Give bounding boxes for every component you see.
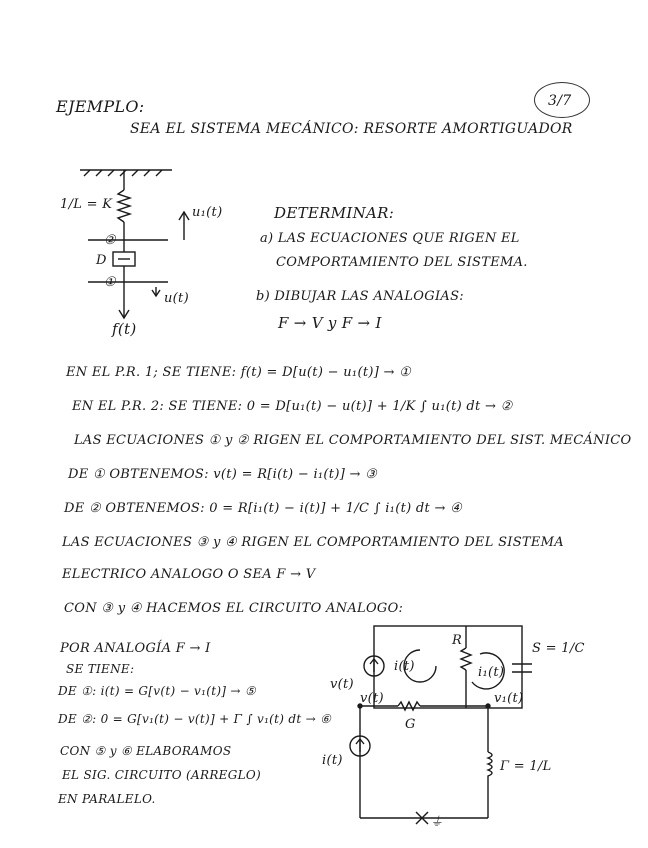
node-2-label: ② [104,233,116,248]
circuit1-capacitor-label: S = 1/C [532,641,585,656]
page-number: 3/7 [548,93,572,109]
force-label: f(t) [112,320,137,338]
equation-line: LAS ECUACIONES ① y ② RIGEN EL COMPORTAMIENTO DEL SIST. MECÁNICO [74,433,632,448]
analogy-line: DE ①: i(t) = G[v(t) − v₁(t)] → ⑤ [58,684,256,698]
circuit1-source-label: v(t) [330,677,354,692]
analogy-line: DE ②: 0 = G[v₁(t) − v(t)] + Γ ∫ v₁(t) dt → ⑥ [58,712,332,726]
equation-line: DE ① OBTENEMOS: v(t) = R[i(t) − i₁(t)] → ③ [68,467,378,482]
equation-line: ELECTRICO ANALOGO O SEA F → V [62,567,316,582]
equation-line: CON ③ y ④ HACEMOS EL CIRCUITO ANALOGO: [64,601,404,616]
spring-label: 1/L = K [60,197,113,212]
determinar-a-line1: a) LAS ECUACIONES QUE RIGEN EL [260,231,520,246]
circuit2-node-v-label: v(t) [360,691,384,706]
determinar-b-line2: F → V y F → I [278,314,382,332]
analogy-line: EL SIG. CIRCUITO (ARREGLO) [62,768,261,782]
circuit1-loop2-label: i₁(t) [478,665,505,680]
analogy-line: SE TIENE: [66,662,135,676]
determinar-a-line2: COMPORTAMIENTO DEL SISTEMA. [276,255,528,270]
circuit2-node-v1-label: v₁(t) [494,691,524,706]
velocity-u-label: u(t) [164,291,189,306]
damper-label: D [96,253,107,268]
equation-line: DE ② OBTENEMOS: 0 = R[i₁(t) − i(t)] + 1/C ∫ i₁(t) dt → ④ [64,501,463,516]
equation-line: LAS ECUACIONES ③ y ④ RIGEN EL COMPORTAMIENTO DEL SISTEMA [62,535,564,550]
determinar-b-line1: b) DIBUJAR LAS ANALOGIAS: [256,289,464,304]
analogy-line: CON ⑤ y ⑥ ELABORAMOS [60,744,232,758]
title: EJEMPLO: [56,97,145,116]
equation-line: EN EL P.R. 2: SE TIENE: 0 = D[u₁(t) − u(t)] + 1/K ∫ u₁(t) dt → ② [72,399,513,414]
circuit2-inductor-label: Γ = 1/L [500,759,552,774]
circuit1-resistor-label: R [452,633,463,648]
circuit2-ground-label: ⏚ [430,815,444,830]
node-1-label: ① [104,275,116,290]
circuit2-source-label: i(t) [322,753,343,768]
subtitle: SEA EL SISTEMA MECÁNICO: RESORTE AMORTIGUADOR [130,121,573,137]
velocity-u1-label: u₁(t) [192,205,223,220]
analogy-line: EN PARALELO. [58,792,156,806]
analogy-line: POR ANALOGÍA F → I [60,641,211,656]
determinar-heading: DETERMINAR: [274,204,395,222]
circuit2-conductance-label: G [405,717,416,732]
equation-line: EN EL P.R. 1; SE TIENE: f(t) = D[u(t) − u₁(t)] → ① [66,365,412,380]
circuit1-loop1-label: i(t) [394,659,415,674]
